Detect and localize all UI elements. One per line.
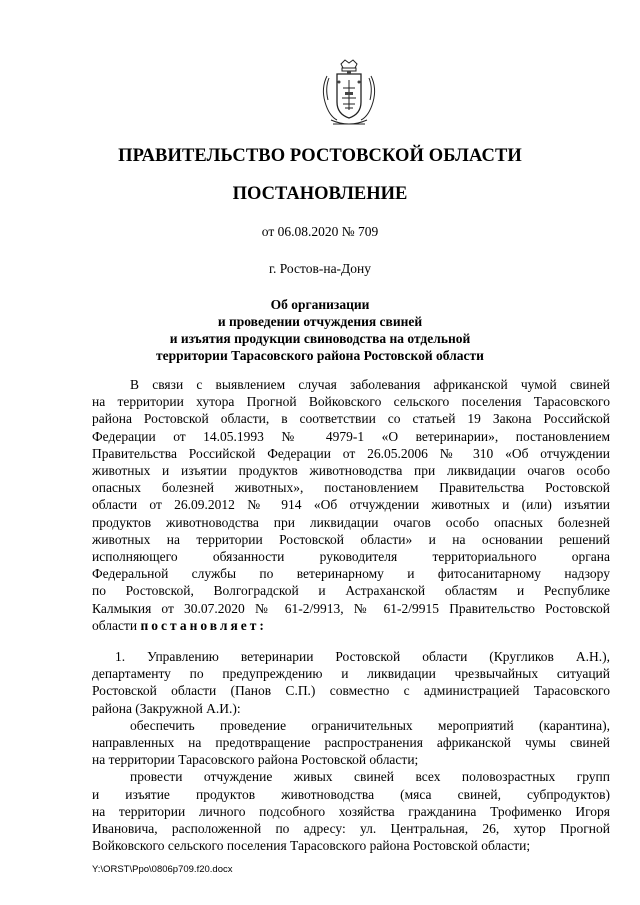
sub2-line: и изъятие продуктов животноводства (мяса свиней, субпродуктов) bbox=[92, 786, 610, 802]
file-path-footer: Y:\ORST\Ppo\0806p709.f20.docx bbox=[92, 864, 233, 875]
title-line: территории Тарасовского района Ростовской области bbox=[156, 348, 484, 363]
preamble-last-line bbox=[92, 617, 610, 634]
item1-line: департаменту по предупреждению и ликвидации чрезвычайных ситуаций bbox=[92, 666, 610, 682]
date-and-number: от 06.08.2020 № 709 bbox=[261, 224, 379, 239]
preamble-line: на территории хутора Прогной Войковского сельского поселения Тарасовского bbox=[92, 394, 610, 410]
preamble-line: Федерации от 14.05.1993 № 4979-1 «О ветеринарии», постановлением bbox=[92, 428, 610, 444]
preamble-line: продуктов животноводства при ликвидации очагов особо опасных болезней bbox=[92, 514, 610, 530]
preamble-line: района Ростовской области, в соответствии со статьей 19 Закона Российской bbox=[92, 411, 610, 427]
sub2-line: Войковского сельского поселения Тарасовского района Ростовской области; bbox=[92, 838, 531, 854]
preamble-line: В связи с выявлением случая заболевания африканской чумой свиней bbox=[130, 377, 610, 392]
coat-of-arms-emblem bbox=[315, 58, 383, 130]
city: г. Ростов-на-Дону bbox=[268, 261, 371, 276]
preamble-line: Калмыкия от 30.07.2020 № 61-2/9913, № 61-2/9915 Правительство Ростовской bbox=[92, 600, 610, 616]
sub1-line: направленных на предотвращение распространения африканской чумы свиней bbox=[92, 735, 610, 751]
sub2-line: Ивановича, расположенной по адресу: ул. Центральная, 26, хутор Прогной bbox=[92, 821, 610, 837]
document-title bbox=[0, 296, 640, 364]
preamble-line: опасных болезней животных», постановлением Правительства Ростовской bbox=[92, 480, 610, 496]
sub2-line: на территории личного подсобного хозяйства гражданина Трофименко Игоря bbox=[92, 803, 610, 819]
government-title: ПРАВИТЕЛЬСТВО РОСТОВСКОЙ ОБЛАСТИ bbox=[118, 146, 522, 166]
item1-line: Ростовской области (Панов С.П.) совместно с администрацией Тарасовского bbox=[92, 683, 610, 699]
preamble-line: области от 26.09.2012 № 914 «Об отчуждении животных и (или) изъятии bbox=[92, 497, 610, 513]
title-line: и проведении отчуждения свиней bbox=[217, 314, 423, 329]
sub1-line: на территории Тарасовского района Ростовской области; bbox=[92, 752, 419, 768]
preamble-line: Федеральной службы по ветеринарному и фитосанитарному надзору bbox=[92, 566, 610, 582]
preamble-line: по Ростовской, Волгоградской и Астраханской областям и Республике bbox=[92, 583, 610, 599]
title-line: и изъятия продукции свиноводства на отдельной bbox=[169, 331, 471, 346]
sub2-line: провести отчуждение живых свиней всех половозрастных групп bbox=[130, 769, 610, 785]
preamble-line: Правительства Российской Федерации от 26.05.2006 № 310 «Об отчуждении bbox=[92, 445, 610, 461]
preamble-line: исполняющего обязанности руководителя территориального органа bbox=[92, 549, 610, 565]
title-line: Об организации bbox=[270, 297, 370, 312]
document-type: ПОСТАНОВЛЕНИЕ bbox=[232, 184, 408, 204]
preamble-line: животных на территории Ростовской области» и на основании решений bbox=[92, 531, 610, 547]
resolution-keyword: постановляет: bbox=[140, 617, 267, 633]
document-body bbox=[92, 376, 610, 854]
item1-line: района (Закружной А.И.): bbox=[92, 700, 241, 716]
preamble-line: области bbox=[92, 617, 138, 633]
preamble-line: животных и изъятии продуктов животноводства при ликвидации очагов особо bbox=[92, 463, 610, 479]
item1-line: 1. Управлению ветеринарии Ростовской области (Кругликов А.Н.), bbox=[115, 649, 610, 665]
sub1-line: обеспечить проведение ограничительных мероприятий (карантина), bbox=[130, 717, 610, 733]
